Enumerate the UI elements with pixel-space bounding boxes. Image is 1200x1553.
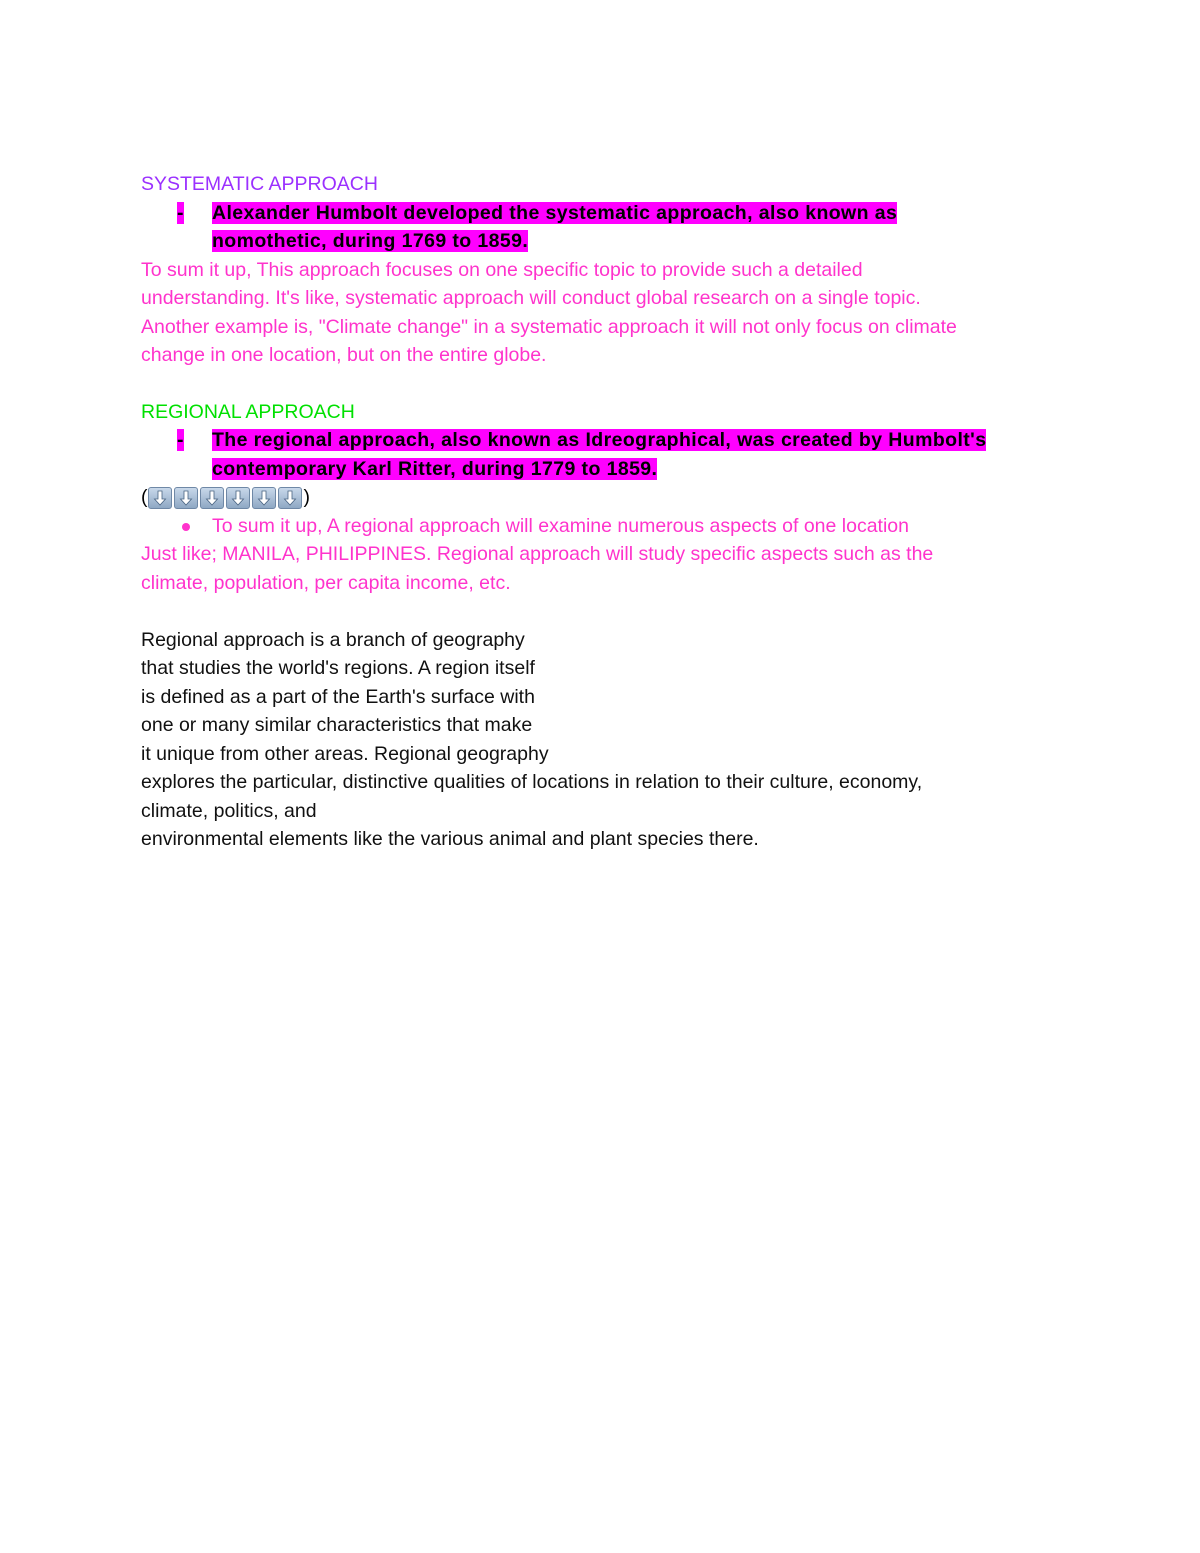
regional-para-line: climate, population, per capita income, etc. [141,571,511,594]
down-arrow-icon [174,487,198,509]
down-arrow-icon [148,487,172,509]
systematic-highlight-text [212,199,897,256]
systematic-para-line: change in one location, but on the entire globe. [141,344,547,366]
definition-line: environmental elements like the various animal and plant species there. [141,828,759,850]
down-arrow-icon [226,487,250,509]
paren-close: ) [303,486,310,508]
definition-line: is defined as a part of the Earth's surface with [141,685,535,708]
regional-highlight-text [212,426,986,483]
systematic-summary [141,256,1061,370]
regional-heading: REGIONAL APPROACH [141,400,355,423]
regional-para-line: Just like; MANILA, PHILIPPINES. Regional approach will study specific aspects such as the [141,543,934,565]
regional-summary [141,540,1061,597]
arrow-row [141,483,1061,512]
regional-sum-bullet [177,512,1061,541]
systematic-heading: SYSTEMATIC APPROACH [141,173,378,195]
definition-line: that studies the world's regions. A region itself [141,657,535,679]
regional-dash-item [177,426,1061,483]
definition-line: climate, politics, and [141,799,317,822]
systematic-bullet-line2: nomothetic, during 1769 to 1859. [212,230,529,252]
definition-line: explores the particular, distinctive qualities of locations in relation to their culture, economy, [141,771,923,793]
arrow-icons [148,483,304,512]
regional-bullet-line1: The regional approach, also known as Idreographical, was created by Humbolt's [212,429,987,451]
definition-line: it unique from other areas. Regional geography [141,742,549,765]
systematic-para-line: understanding. It's like, systematic approach will conduct global research on a single topic. [141,287,921,309]
systematic-para-line: Another example is, "Climate change" in a systematic approach it will not only focus on climate [141,315,957,338]
regional-sum-text: To sum it up, A regional approach will examine numerous aspects of one location [212,514,909,537]
spacer [141,597,1061,626]
regional-bullet-line2: contemporary Karl Ritter, during 1779 to 1859. [212,457,658,480]
down-arrow-icon [200,487,224,509]
definition-line: Regional approach is a branch of geography [141,628,525,651]
bullet-dot-icon [182,523,190,531]
bullet-marker [177,512,212,541]
systematic-para-line: To sum it up, This approach focuses on one specific topic to provide such a detailed [141,258,863,281]
document-content [141,170,1061,854]
paren-open: ( [141,486,148,508]
down-arrow-icon [252,487,276,509]
regional-definition [141,626,1061,854]
definition-line: one or many similar characteristics that make [141,714,533,736]
down-arrow-icon [278,487,302,509]
dash-marker: - [177,429,184,451]
spacer [141,370,1061,398]
dash-marker: - [177,201,184,224]
systematic-bullet-line1: Alexander Humbolt developed the systematic approach, also known as [212,201,898,224]
systematic-dash-item [177,199,1061,256]
